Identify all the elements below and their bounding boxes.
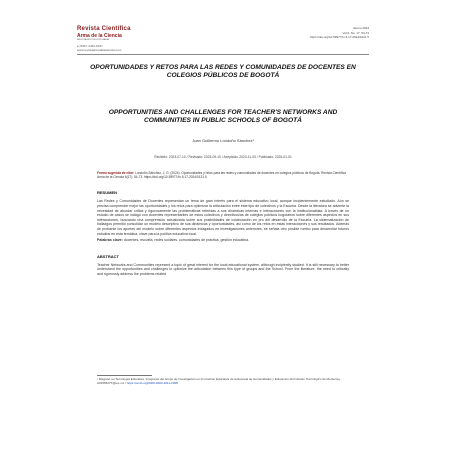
article-page xyxy=(73,16,373,436)
journal-site-link[interactable]: www.revistaarmadelaciencia.com xyxy=(77,48,122,52)
footnote xyxy=(97,378,349,386)
journal-logo xyxy=(77,26,147,42)
doi-link[interactable]: https://doi.org/10.59977/rc.6.17.2024/0131.5 xyxy=(309,35,369,39)
footnote-divider xyxy=(97,375,152,376)
abstract-body xyxy=(97,263,349,277)
volume-pages: Vol.6, No. 17, 54-73 xyxy=(342,30,369,35)
logo-line-2: Arma de la Ciencia xyxy=(77,33,122,39)
footnote-text: ¹ Magíster en Tecnología Educativa. Integrante del Grupo de Investigación en Innovación Educativa de la Escuela de Humanidades y Educación del Instituto Tecnológico de Monterrey. A01665277@tec.mx / xyxy=(97,377,341,385)
title-spanish: OPORTUNIDADES Y RETOS PARA LAS REDES Y COMUNIDADES DE DOCENTES EN COLEGIOS PÚBLICOS DE BOGOTÁ xyxy=(90,64,356,79)
logo-line-1: Revista Científica xyxy=(77,26,131,32)
abstract-heading: ABSTRACT xyxy=(97,253,119,259)
issue-info xyxy=(310,26,369,40)
keywords-text: docentes, escuela, redes sociales, comunidades de práctica, gestión educativa. xyxy=(122,238,250,243)
keywords-es xyxy=(97,238,349,243)
citation-text: Londoño-Sánchez, J. G. (2024). Oportunidades y retos para las redes y comunidades de docentes en colegios públicos de Bogotá. Revista Científica Arma de la Ciencia 6(17), 54-73. https://doi.org/10.59977/rc.6.17.2024/0131.5 xyxy=(97,171,346,180)
title-english: OPPORTUNITIES AND CHALLENGES FOR TEACHER'S NETWORKS AND COMMUNITIES IN PUBLIC SCHOOLS OF BOGOTÁ xyxy=(108,109,338,124)
header-divider xyxy=(77,54,369,55)
resumen-body xyxy=(97,199,349,236)
resumen-paragraph: Las Redes y Comunidades de Docentes representan un tema de gran interés para el sistema educativo local, aunque incipientemente estudiado. Aún se precisa comprender mejor las oportunidades y los retos para optimizar la articulación entre este tipo de colectivos y la Escuela. Desde la literatura se advierte la necesidad de abordar crítica y rigurosamente las problemáticas referidas a sus dinámicas internas e interacciones con la institucionalidad. A través de un estudio de casos se indagó con docentes representantes de estos colectivos y directivos/as de colegios públicos bogotanos sobre diferentes aspectos en sus interacciones, buscando una comprensión actualizada sobre sus posibilidades de colaboración en pro del desarrollo de la Escuela. La sistematización de hallazgos permitió consolidar un modelo descriptivo de sus dinámicas y oportunidades, así como de los retos en estas interacciones y sus resultados. Además de probarse los aportes del modelo sobre diferentes aspectos indagados en investigaciones anteriores, se señala otro posible rumbo para desarrollar futuros estudios en esta temática, clave para la política educativa local. xyxy=(97,199,349,236)
citation-block xyxy=(97,171,349,179)
issue-date: Enero 2024 xyxy=(353,26,369,30)
logo-line-3: REVISTA MULTIDISCIPLINARIA xyxy=(77,39,109,41)
issn: e-ISSN: 2432-9197 xyxy=(77,44,103,48)
orcid-link[interactable]: https://orcid.org/0000-0003-4011-2398 xyxy=(126,380,178,385)
abstract-paragraph: Teacher Networks and Communities represent a topic of great interest for the local educational system, although incipiently studied. It is still necessary to better understand the opportunities and challenges to optimize the articulation between this type of groups and the School. From the literature, the need to critically and rigorously address the problems related xyxy=(97,262,349,276)
submission-dates: Recibido: 2023-07-10 / Revisado: 2023-09-10 / Aceptado: 2023-11-03 / Publicado: 2024-01-01 xyxy=(154,155,292,160)
citation-label: Forma sugerida de citar: xyxy=(97,171,135,176)
issn-block xyxy=(77,44,121,52)
author-name: Juan Guillermo Londoño Sánchez¹ xyxy=(192,138,254,144)
resumen-heading: RESUMEN xyxy=(97,190,118,196)
keywords-label: Palabras clave: xyxy=(97,238,123,243)
journal-header xyxy=(73,16,373,60)
